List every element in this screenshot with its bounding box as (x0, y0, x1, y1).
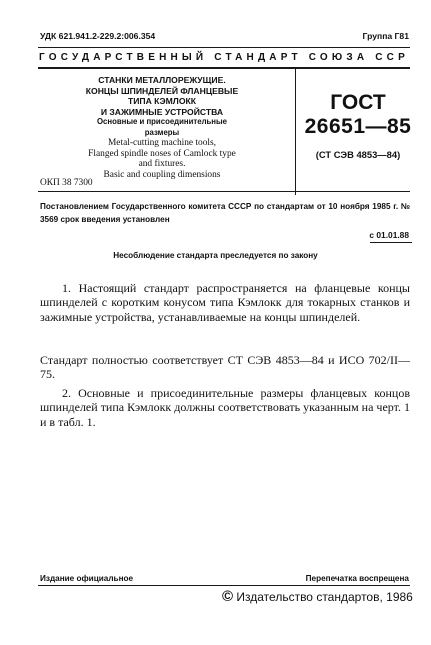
copyright-line (222, 588, 413, 605)
title-en-line-3: and fixtures. (138, 159, 186, 169)
banner-bottom-rule (38, 67, 410, 69)
title-en-line-4: Basic and coupling dimensions (103, 169, 221, 180)
copyright-text: Издательство стандартов, 1986 (236, 590, 413, 604)
group-code: Группа Г81 (362, 31, 409, 41)
copyright-icon: © (222, 588, 234, 605)
st-sev-reference: (СТ СЭВ 4853—84) (315, 149, 401, 160)
udk-code: УДК 621.941.2-229.2:006.354 (40, 31, 156, 41)
standard-banner: ГОСУДАРСТВЕННЫЙ СТАНДАРТ СОЮЗА ССР (39, 52, 409, 63)
title-ru-line-2: КОНЦЫ ШПИНДЕЛЕЙ ФЛАНЦЕВЫЕ (85, 85, 239, 96)
subtitle-ru-line-2: размеры (144, 127, 180, 137)
footer-rule (38, 585, 410, 586)
gost-number: 26651—85 (304, 115, 412, 138)
date-underline (370, 242, 412, 243)
effective-date: с 01.01.88 (369, 230, 409, 240)
subtitle-ru-line-1: Основные и присоединительные (96, 117, 228, 126)
title-block (38, 75, 286, 180)
title-ru-line-3: ТИПА КЭМЛОКК (127, 96, 197, 106)
official-edition-label: Издание официальное (40, 574, 134, 583)
okp-code: ОКП 38 7300 (40, 178, 93, 188)
title-en-line-1: Metal-cutting machine tools, (107, 138, 217, 148)
title-en-line-2: Flanged spindle noses of Camlock type (88, 148, 236, 159)
paragraph-2: Стандарт полностью соответствует СТ СЭВ 4853—84 и ИСО 702/II—75. (40, 353, 410, 382)
law-notice: Несоблюдение стандарта преследуется по закону (113, 251, 318, 260)
paragraph-3: 2. Основные и присоединительные размеры фланцевых концов шпинделей типа Кэмлокк должны соответствовать указанным на черт. 1 и в табл. 1. (40, 386, 410, 429)
reprint-prohibited-label: Перепечатка воспрещена (305, 574, 409, 583)
title-ru-line-1: СТАНКИ МЕТАЛЛОРЕЖУЩИЕ. (98, 75, 226, 85)
banner-top-rule (38, 47, 410, 48)
title-divider-vertical (295, 69, 296, 195)
paragraph-1: 1. Настоящий стандарт распространяется на фланцевые концы шпинделей с коротким конусом типа Кэмлокк для токарных станков и зажимные устройства, устанавливаемые на концы шпинделей. (40, 281, 410, 324)
decree-text: Постановлением Государственного комитета СССР по стандартам от 10 ноября 1985 г. № 3569 срок введения установлен (40, 202, 410, 224)
title-ru-line-4: И ЗАЖИМНЫЕ УСТРОЙСТВА (100, 106, 224, 117)
gost-label: ГОСТ (330, 91, 386, 114)
okp-underline (38, 191, 410, 192)
